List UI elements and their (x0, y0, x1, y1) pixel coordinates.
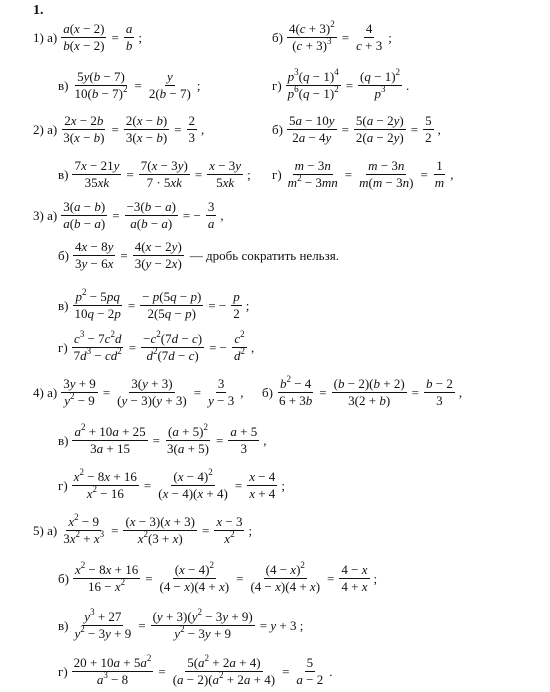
denominator: 2(b − 7) (148, 86, 191, 101)
numerator: $(x - 4)^2$ (173, 467, 213, 484)
denominator: $y^2 - 3y + 9$ (74, 624, 132, 641)
numerator: $c^2$ (234, 329, 245, 346)
denominator: 7 · 5xk (146, 175, 182, 190)
denominator: 3y − 6x (74, 256, 114, 271)
punctuation: , (263, 432, 267, 448)
denominator: 3 (240, 441, 248, 456)
denominator: 3 (436, 393, 443, 408)
denominator: b (125, 38, 133, 53)
operator: = − (208, 297, 227, 313)
fraction (286, 67, 341, 101)
denominator: x + 4 (249, 486, 276, 501)
denominator: $p^3$ (374, 84, 386, 101)
operator: = (138, 617, 146, 633)
exercise-number: 1. (33, 3, 44, 18)
punctuation: , (240, 384, 244, 400)
punctuation: ; (373, 570, 378, 586)
denominator: 2 (425, 130, 432, 145)
fraction (287, 19, 337, 53)
problem-5g (58, 653, 333, 687)
numerator: 2(x − b) (125, 113, 168, 128)
problem-label: б) (272, 29, 283, 45)
punctuation: ; (281, 477, 285, 493)
denominator: $x^2$ (224, 529, 235, 546)
fraction (147, 70, 193, 101)
note-text: — дробь сократить нельзя. (189, 247, 339, 263)
fraction (124, 22, 135, 53)
fraction (247, 470, 277, 501)
problem-1v (58, 70, 200, 101)
problem-label: 2) а) (33, 121, 58, 137)
problem-3v (58, 287, 250, 321)
numerator: 5 (425, 113, 432, 128)
denominator: 3(x − b) (63, 130, 105, 145)
numerator: $(q - 1)^2$ (360, 67, 401, 84)
numerator: 4(x − 2y) (134, 239, 182, 254)
punctuation: , (437, 121, 441, 137)
numerator: x − 3y (209, 158, 242, 173)
fraction (339, 563, 369, 594)
punctuation: ; (248, 522, 253, 538)
denominator: $(c + 3)^3$ (292, 36, 332, 53)
numerator: p (233, 289, 240, 304)
fraction (424, 377, 455, 408)
denominator: m (434, 175, 445, 190)
numerator: 5 (306, 655, 314, 670)
problem-label: б) (262, 384, 273, 400)
numerator: x − 4 (249, 469, 276, 484)
operator: = (216, 432, 224, 448)
denominator: 3a + 15 (90, 441, 130, 456)
fraction (287, 114, 337, 145)
operator: = (202, 522, 210, 538)
denominator: $3x^2 + x^3$ (63, 529, 105, 546)
problem-label: 5) а) (33, 522, 58, 538)
numerator: $x^2 - 8x + 16$ (74, 560, 139, 577)
denominator: 3 (188, 130, 195, 145)
problem-1g (272, 67, 410, 101)
denominator: $p^6(q - 1)^2$ (287, 84, 339, 101)
fraction (248, 560, 322, 594)
fraction (72, 287, 122, 321)
fraction (141, 329, 204, 363)
fraction (294, 656, 325, 687)
fraction (72, 329, 124, 363)
denominator: $16 - x^2$ (88, 577, 126, 594)
punctuation: , (201, 121, 205, 137)
numerator: m − 3n (294, 158, 331, 173)
fraction (73, 240, 115, 271)
problem-label: 4) а) (33, 384, 58, 400)
denominator: 6 + 3b (278, 393, 313, 408)
denominator: $d^2$ (234, 346, 245, 363)
problem-label: г) (272, 166, 282, 182)
denominator: 3(a + 5) (167, 441, 210, 456)
fraction (171, 653, 277, 687)
fraction (207, 159, 243, 190)
fraction (277, 374, 314, 408)
problem-label: б) (58, 570, 69, 586)
fraction (156, 467, 230, 501)
denominator: a(b − a) (63, 216, 106, 231)
operator: = − (182, 207, 201, 223)
fraction (286, 159, 340, 190)
operator: = (282, 663, 290, 679)
operator: = (152, 432, 160, 448)
numerator: 3(y + 3) (131, 376, 173, 391)
denominator: 35xk (84, 175, 110, 190)
fraction (358, 67, 402, 101)
fraction (72, 70, 129, 101)
operator: = (174, 121, 182, 137)
numerator: a + 5 (230, 424, 258, 439)
fraction (214, 515, 244, 546)
fraction (133, 240, 184, 271)
numerator: $c^3 - 7c^2d$ (74, 329, 122, 346)
operator: = − (209, 339, 227, 355)
denominator: 3(2 + b) (348, 393, 391, 408)
operator: = (111, 522, 119, 538)
problem-label: в) (58, 77, 69, 93)
fraction (72, 159, 121, 190)
fraction (151, 607, 255, 641)
fraction (61, 200, 107, 231)
fraction (124, 114, 169, 145)
denominator: y − 3 (208, 393, 235, 408)
operator: = (193, 384, 202, 400)
fraction (123, 515, 197, 546)
denominator: (4 − x)(4 + x) (159, 579, 230, 594)
numerator: $5(a^2 + 2a + 4)$ (187, 653, 261, 670)
operator: = (102, 384, 111, 400)
operator: = (345, 77, 354, 93)
problem-label: в) (58, 166, 69, 182)
numerator: $a^2 + 10a + 25$ (74, 422, 146, 439)
numerator: $b^2 - 4$ (279, 374, 312, 391)
numerator: 7x − 21y (74, 158, 120, 173)
numerator: b − 2 (426, 376, 453, 391)
problem-5b (58, 560, 378, 594)
operator: = (127, 297, 136, 313)
fraction (187, 114, 198, 145)
denominator: 3(x − b) (125, 130, 168, 145)
problem-label: в) (58, 617, 69, 633)
numerator: $(y + 3)(y^2 - 3y + 9)$ (152, 607, 253, 624)
numerator: −3(b − a) (126, 199, 176, 214)
problem-2v (58, 159, 251, 190)
fraction (332, 377, 407, 408)
numerator: 3 (207, 199, 215, 214)
fraction (354, 22, 384, 53)
problem-label: г) (272, 77, 282, 93)
denominator: $d^2(7d - c)$ (146, 346, 199, 363)
operator: = (234, 477, 243, 493)
denominator: (y − 3)(y + 3) (117, 393, 187, 408)
fraction (72, 653, 154, 687)
operator: = (420, 166, 428, 182)
denominator: $10(b - 7)^2$ (74, 84, 128, 101)
denominator: 2(a − 2y) (355, 130, 404, 145)
operator: = (143, 477, 152, 493)
operator: = (126, 166, 134, 182)
problem-label: б) (272, 121, 283, 137)
numerator: a (125, 21, 133, 36)
fraction (140, 290, 203, 321)
denominator: $7d^3 - cd^2$ (73, 346, 122, 363)
problem-4b (262, 374, 463, 408)
problem-4g (58, 467, 285, 501)
denominator: $x^2 - 16$ (86, 484, 124, 501)
numerator: $(4 - x)^2$ (265, 560, 305, 577)
punctuation: ; (245, 297, 250, 313)
numerator: 3(a − b) (63, 199, 106, 214)
denominator: $a^3 - 8$ (96, 670, 129, 687)
fraction (72, 422, 147, 456)
numerator: 4 (365, 21, 373, 36)
problem-3g (58, 329, 255, 363)
problem-4a (33, 377, 243, 408)
denominator: 5xk (216, 175, 235, 190)
denominator: m(m − 3n) (359, 175, 414, 190)
fraction (165, 422, 211, 456)
punctuation: ; (388, 29, 392, 45)
problem-2b (272, 114, 441, 145)
denominator: a(b − a) (130, 216, 173, 231)
problem-5a (33, 512, 253, 546)
operator: = (410, 121, 419, 137)
operator: = (111, 29, 119, 45)
numerator: $x^2 - 8x + 16$ (73, 467, 137, 484)
problem-2a (33, 114, 204, 145)
numerator: $-c^2(7d - c)$ (143, 329, 203, 346)
operator: = (158, 663, 166, 679)
numerator: 4 − x (341, 562, 368, 577)
fraction (206, 200, 217, 231)
operator: = (341, 29, 350, 45)
denominator: c + 3 (356, 38, 383, 53)
numerator: $p^3(q - 1)^4$ (287, 67, 339, 84)
problem-3a (33, 200, 224, 231)
denominator: (x − 4)(x + 4) (158, 486, 228, 501)
fraction (61, 377, 98, 408)
denominator: 2(5q − p) (147, 306, 196, 321)
fraction (433, 159, 446, 190)
numerator: 5a − 10y (288, 113, 335, 128)
numerator: y (166, 69, 173, 84)
punctuation: . (406, 77, 410, 93)
denominator: a − 2 (296, 672, 324, 687)
numerator: 3y + 9 (63, 376, 96, 391)
problem-label: 3) а) (33, 207, 58, 223)
problem-2g (272, 159, 453, 190)
numerator: a(x − 2) (63, 21, 105, 36)
fraction (231, 290, 242, 321)
denominator: (4 − x)(4 + x) (250, 579, 321, 594)
numerator: $(x - 4)^2$ (174, 560, 214, 577)
operator: = y + 3 ; (259, 617, 304, 633)
fraction (423, 114, 434, 145)
numerator: 3 (217, 376, 225, 391)
fraction (206, 377, 236, 408)
denominator: a (207, 216, 215, 231)
numerator: $20 + 10a + 5a^2$ (73, 653, 152, 670)
fraction (357, 159, 415, 190)
problem-label: г) (58, 339, 68, 355)
fraction (61, 22, 106, 53)
numerator: 2x − 2b (64, 113, 104, 128)
denominator: 2a − 4y (292, 130, 332, 145)
numerator: $4(c + 3)^2$ (288, 19, 335, 36)
operator: = (111, 121, 119, 137)
numerator: − p(5q − p) (142, 289, 202, 304)
denominator: 4 + x (341, 579, 368, 594)
fraction (158, 560, 232, 594)
denominator: 2 (233, 306, 240, 321)
problem-4v (58, 422, 267, 456)
problem-1a (33, 22, 142, 53)
numerator: 5(a − 2y) (355, 113, 404, 128)
denominator: $m^2 - 3mn$ (287, 173, 338, 190)
numerator: x − 3 (216, 514, 243, 529)
problem-label: 1) а) (33, 29, 58, 45)
operator: = (327, 570, 335, 586)
punctuation: , (220, 207, 224, 223)
punctuation: , (251, 339, 255, 355)
problem-1b (272, 19, 392, 53)
denominator: 10q − 2p (74, 306, 121, 321)
operator: = (344, 166, 353, 182)
problem-5v (58, 607, 306, 641)
numerator: 2 (188, 113, 195, 128)
problem-label: г) (58, 663, 68, 679)
denominator: $x^2(3 + x)$ (137, 529, 183, 546)
numerator: (b − 2)(b + 2) (333, 376, 405, 391)
operator: = (319, 384, 327, 400)
numerator: $y^3 + 27$ (84, 607, 122, 624)
denominator: $y^2 - 9$ (64, 391, 95, 408)
numerator: 5y(b − 7) (77, 69, 125, 84)
numerator: $(a + 5)^2$ (168, 422, 209, 439)
denominator: 3(y − 2x) (134, 256, 182, 271)
fraction (115, 377, 189, 408)
fraction (73, 560, 140, 594)
operator: = (194, 166, 203, 182)
punctuation: ; (196, 77, 201, 93)
fraction (72, 467, 139, 501)
punctuation: . (329, 663, 333, 679)
operator: = (112, 207, 120, 223)
problem-label: б) (58, 247, 69, 263)
operator: = (411, 384, 419, 400)
fraction (232, 329, 247, 363)
numerator: 1 (436, 158, 443, 173)
operator: = (120, 247, 128, 263)
problem-3b (58, 240, 339, 271)
fraction (228, 425, 259, 456)
numerator: 4x − 8y (74, 239, 114, 254)
operator: = (145, 570, 153, 586)
numerator: m − 3n (368, 158, 405, 173)
punctuation: ; (247, 166, 251, 182)
numerator: 7(x − 3y) (140, 158, 188, 173)
fraction (61, 114, 106, 145)
operator: = (134, 77, 142, 93)
punctuation: , (450, 166, 454, 182)
numerator: $p^2 - 5pq$ (75, 287, 120, 304)
problem-label: в) (58, 297, 69, 313)
operator: = (128, 339, 137, 355)
fraction (72, 607, 133, 641)
denominator: $y^2 - 3y + 9$ (174, 624, 232, 641)
fraction (139, 159, 190, 190)
numerator: (x − 3)(x + 3) (125, 514, 196, 529)
punctuation: ; (138, 29, 142, 45)
punctuation: , (458, 384, 463, 400)
operator: = (236, 570, 244, 586)
denominator: $(a - 2)(a^2 + 2a + 4)$ (172, 670, 276, 687)
fraction (125, 200, 178, 231)
denominator: b(x − 2) (63, 38, 105, 53)
fraction (354, 114, 406, 145)
numerator: $x^2 - 9$ (68, 512, 99, 529)
fraction (61, 512, 106, 546)
operator: = (341, 121, 349, 137)
problem-label: г) (58, 477, 68, 493)
problem-label: в) (58, 432, 69, 448)
